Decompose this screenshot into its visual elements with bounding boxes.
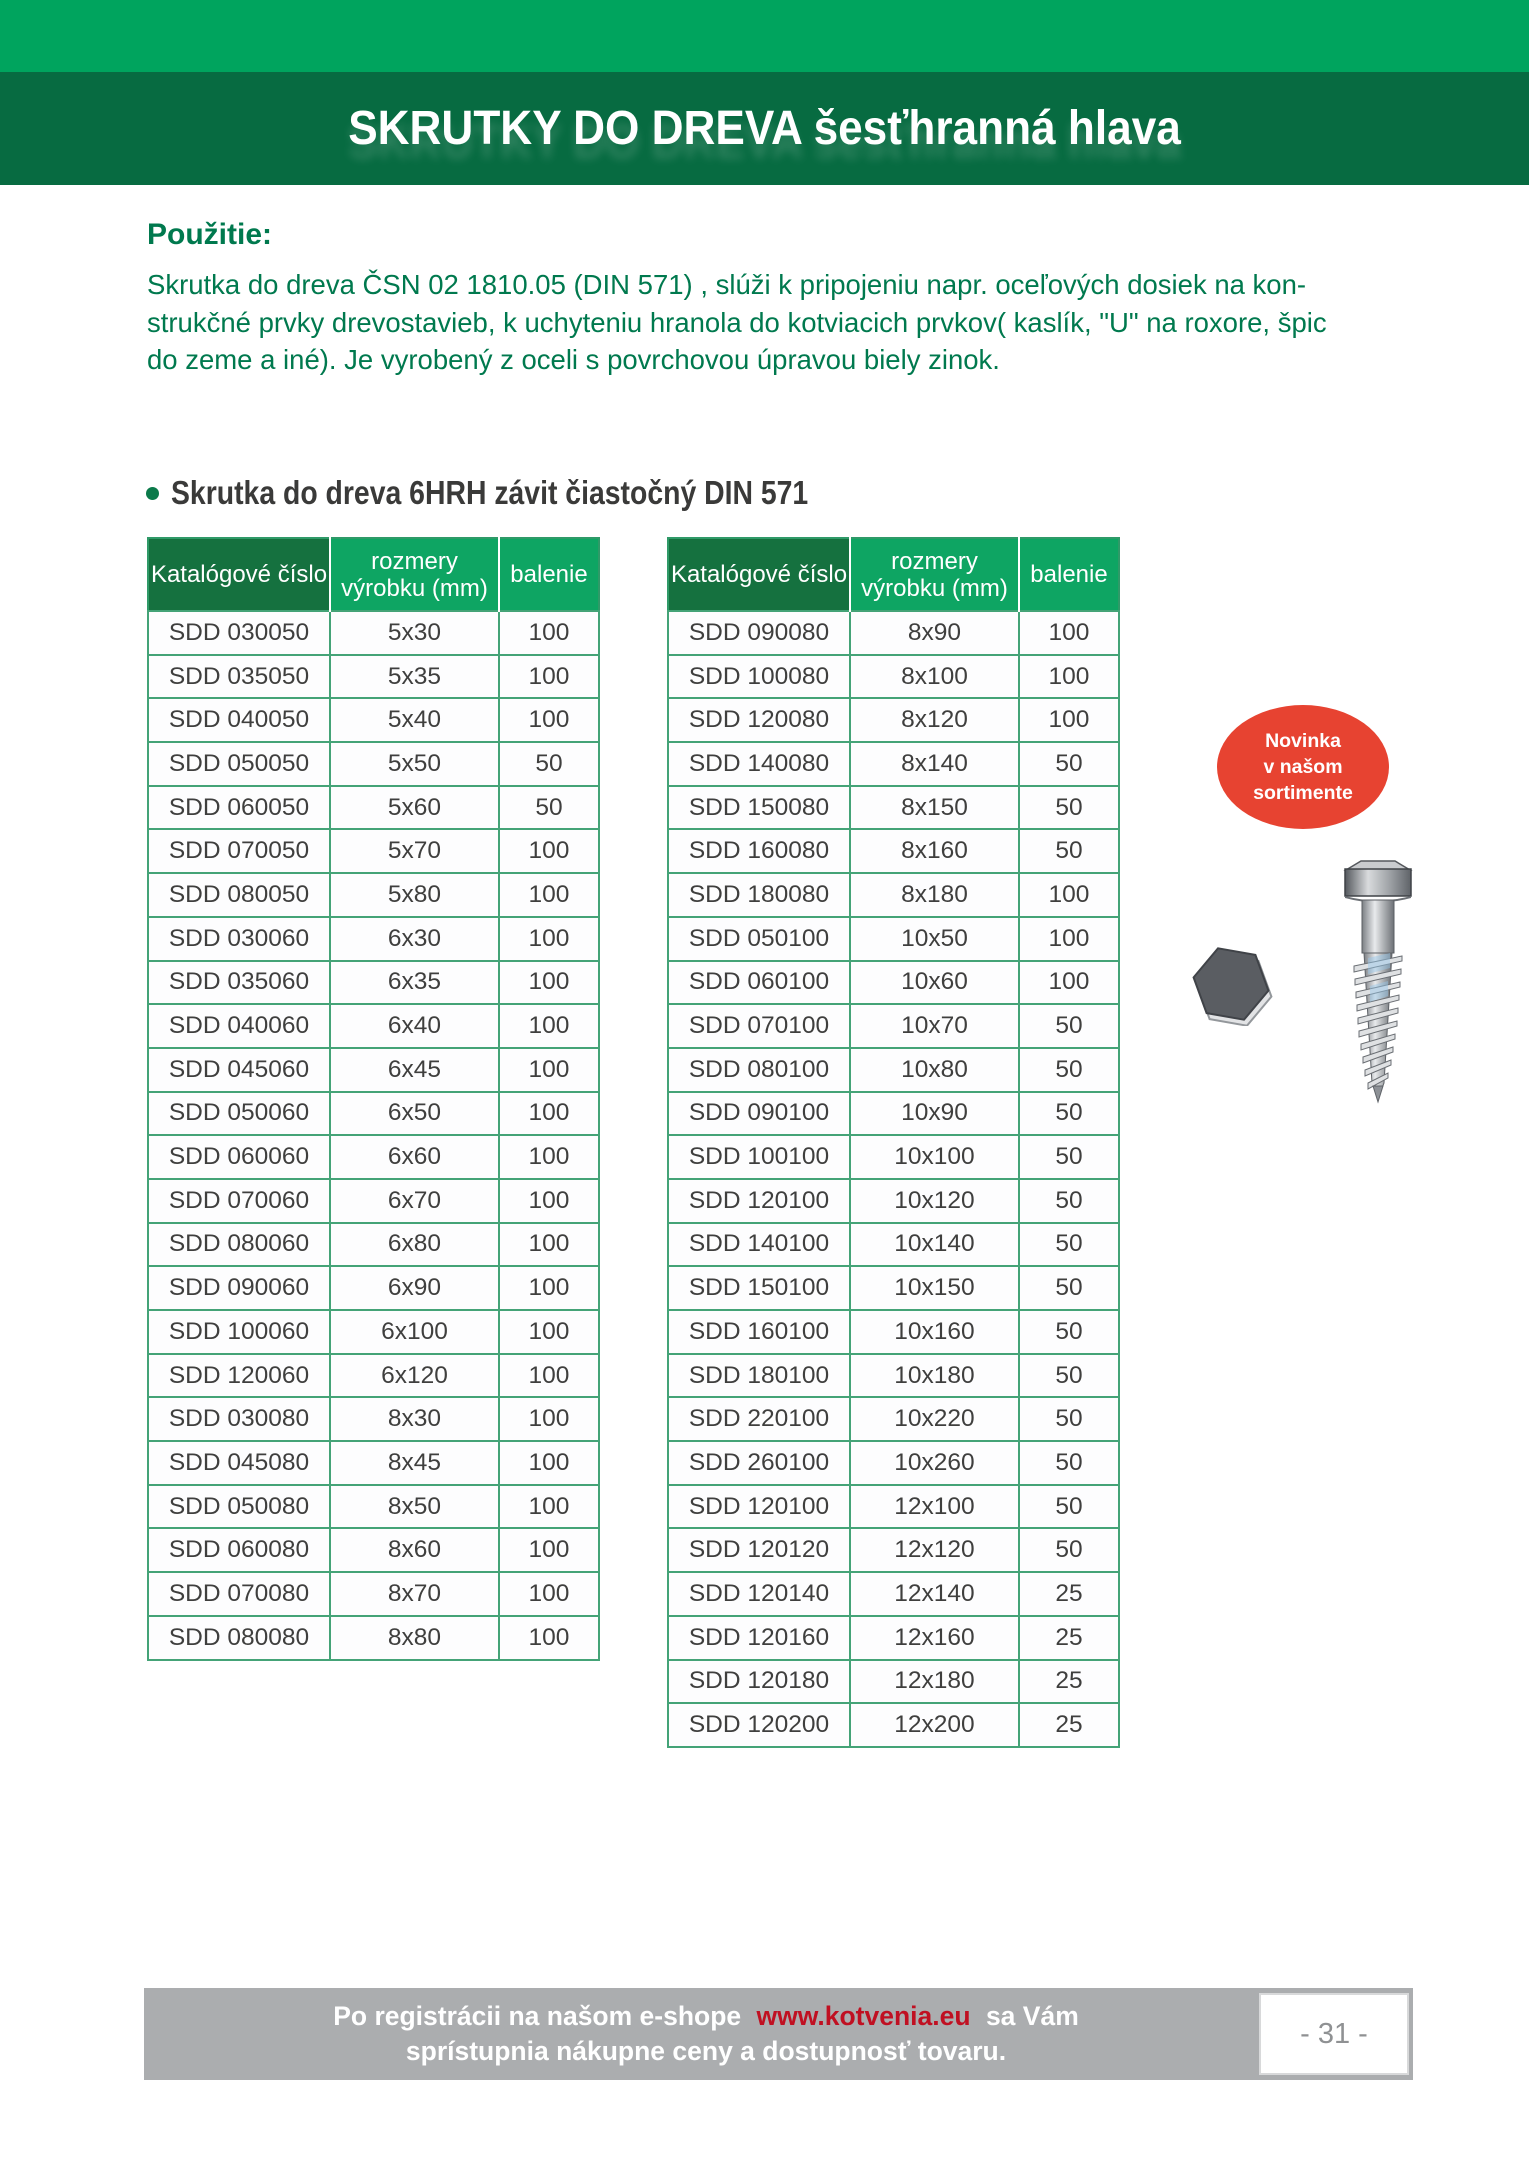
table-cell: SDD 180100 (668, 1354, 850, 1398)
table-cell: SDD 040050 (148, 698, 330, 742)
table-cell: 25 (1019, 1703, 1119, 1747)
table-row (148, 1048, 599, 1092)
table-row (148, 786, 599, 830)
table-cell: SDD 080050 (148, 873, 330, 917)
table-cell: SDD 080060 (148, 1223, 330, 1267)
table-cell: 6x60 (330, 1135, 499, 1179)
table-row (668, 1092, 1119, 1136)
table-cell: 6x45 (330, 1048, 499, 1092)
table-cell: 50 (499, 742, 599, 786)
table-cell: SDD 070100 (668, 1004, 850, 1048)
table-cell: 100 (499, 1572, 599, 1616)
usage-line-2: strukčné prvky drevostavieb, k uchyteniu hranola do kotviacich prvkov( kaslík, "U" na roxore, špic (147, 306, 1327, 338)
table-cell: 8x60 (330, 1528, 499, 1572)
badge-line-2: v našom (1263, 756, 1343, 778)
table-row (668, 1048, 1119, 1092)
table-row (668, 742, 1119, 786)
table-cell: 100 (499, 873, 599, 917)
header-packing: balenie (1019, 538, 1119, 611)
table-row (148, 1616, 599, 1660)
table-cell: SDD 160080 (668, 829, 850, 873)
table-cell: SDD 260100 (668, 1441, 850, 1485)
table-header-row (148, 538, 599, 611)
header-product-size (850, 538, 1019, 611)
table-row (148, 1397, 599, 1441)
table-cell: 5x70 (330, 829, 499, 873)
table-cell: SDD 090080 (668, 611, 850, 655)
table-cell: 100 (499, 698, 599, 742)
product-bullet-label: Skrutka do dreva 6HRH závit čiastočný DIN 571 (171, 474, 809, 511)
table-cell: SDD 070080 (148, 1572, 330, 1616)
table-cell: 8x160 (850, 829, 1019, 873)
table-header-row (668, 538, 1119, 611)
table-cell: SDD 030050 (148, 611, 330, 655)
table-cell: 12x160 (850, 1616, 1019, 1660)
table-row (148, 917, 599, 961)
top-green-bar (0, 0, 1529, 72)
table-cell: 100 (1019, 917, 1119, 961)
table-cell: 5x50 (330, 742, 499, 786)
table-row (668, 1528, 1119, 1572)
table-row (668, 1266, 1119, 1310)
table-cell: SDD 045080 (148, 1441, 330, 1485)
table-cell: 50 (1019, 1485, 1119, 1529)
usage-paragraph (147, 266, 1327, 379)
table-row (668, 1572, 1119, 1616)
table-cell: 10x180 (850, 1354, 1019, 1398)
table-row (148, 1528, 599, 1572)
table-cell: 100 (499, 611, 599, 655)
table-cell: SDD 100060 (148, 1310, 330, 1354)
screw-hex-head-top-view-icon (1186, 946, 1278, 1026)
table-cell: 6x100 (330, 1310, 499, 1354)
table-row (148, 961, 599, 1005)
table-row (148, 873, 599, 917)
table-row (148, 611, 599, 655)
table-row (148, 1092, 599, 1136)
table-cell: SDD 120060 (148, 1354, 330, 1398)
table-cell: SDD 080100 (668, 1048, 850, 1092)
table-row (668, 961, 1119, 1005)
table-cell: 6x120 (330, 1354, 499, 1398)
table-cell: 100 (499, 1004, 599, 1048)
screw-side-view-icon (1328, 858, 1428, 1110)
table-row (668, 1179, 1119, 1223)
product-bullet-heading (146, 474, 912, 512)
header-size-line1: rozmery (891, 547, 978, 575)
table-cell: 8x70 (330, 1572, 499, 1616)
table-cell: SDD 080080 (148, 1616, 330, 1660)
table-cell: SDD 140100 (668, 1223, 850, 1267)
table-row (148, 655, 599, 699)
table-cell: 6x80 (330, 1223, 499, 1267)
table-cell: 8x30 (330, 1397, 499, 1441)
table-cell: 100 (499, 1048, 599, 1092)
table-cell: 100 (499, 1092, 599, 1136)
table-cell: SDD 180080 (668, 873, 850, 917)
table-cell: SDD 070050 (148, 829, 330, 873)
table-cell: 50 (1019, 1004, 1119, 1048)
table-cell: 8x45 (330, 1441, 499, 1485)
table-cell: 10x70 (850, 1004, 1019, 1048)
page-number-box (1259, 1993, 1409, 2075)
table-cell: SDD 100100 (668, 1135, 850, 1179)
table-cell: 8x180 (850, 873, 1019, 917)
table-cell: SDD 045060 (148, 1048, 330, 1092)
table-cell: 50 (1019, 1397, 1119, 1441)
table-cell: SDD 050060 (148, 1092, 330, 1136)
table-cell: 5x40 (330, 698, 499, 742)
table-cell: SDD 120120 (668, 1528, 850, 1572)
table-row (668, 917, 1119, 961)
table-cell: 100 (1019, 961, 1119, 1005)
table-row (668, 829, 1119, 873)
table-cell: 100 (499, 1135, 599, 1179)
footer-line-1 (333, 1999, 1079, 2034)
table-cell: SDD 060100 (668, 961, 850, 1005)
header-product-size (330, 538, 499, 611)
table-row (148, 1135, 599, 1179)
table-row (148, 1179, 599, 1223)
table-row (668, 1703, 1119, 1747)
table-cell: 8x50 (330, 1485, 499, 1529)
table-row (668, 1397, 1119, 1441)
table-cell: SDD 140080 (668, 742, 850, 786)
catalog-table-left-body (148, 611, 599, 1660)
table-cell: SDD 050050 (148, 742, 330, 786)
table-cell: 100 (499, 1528, 599, 1572)
usage-line-1: Skrutka do dreva ČSN 02 1810.05 (DIN 571) , slúži k pripojeniu napr. oceľových dosiek na kon- (147, 269, 1307, 300)
page-number: - 31 - (1300, 2017, 1368, 2050)
table-cell: SDD 120160 (668, 1616, 850, 1660)
table-row (668, 1354, 1119, 1398)
table-cell: SDD 030080 (148, 1397, 330, 1441)
table-cell: 12x100 (850, 1485, 1019, 1529)
page-title: SKRUTKY DO DREVA šesťhranná hlava (348, 102, 1181, 155)
table-cell: 50 (499, 786, 599, 830)
table-cell: SDD 150080 (668, 786, 850, 830)
usage-line-3: do zeme a iné). Je vyrobený z oceli s povrchovou úpravou biely zinok. (147, 344, 1000, 375)
bullet-dot-icon (146, 487, 159, 500)
table-cell: 6x90 (330, 1266, 499, 1310)
table-cell: 10x60 (850, 961, 1019, 1005)
table-cell: 6x40 (330, 1004, 499, 1048)
table-cell: 100 (1019, 611, 1119, 655)
badge-line-3: sortimente (1253, 782, 1353, 804)
catalog-table-left (147, 537, 600, 1661)
table-cell: 8x120 (850, 698, 1019, 742)
header-size-line2: výrobku (mm) (861, 574, 1008, 602)
table-cell: 100 (499, 1354, 599, 1398)
table-cell: SDD 120180 (668, 1660, 850, 1704)
table-cell: SDD 040060 (148, 1004, 330, 1048)
table-cell: 100 (499, 1310, 599, 1354)
table-cell: 6x35 (330, 961, 499, 1005)
table-cell: SDD 060050 (148, 786, 330, 830)
catalog-table-right (667, 537, 1120, 1748)
table-cell: 5x60 (330, 786, 499, 830)
table-cell: 100 (499, 1616, 599, 1660)
table-cell: SDD 120140 (668, 1572, 850, 1616)
table-row (148, 1354, 599, 1398)
table-row (668, 1310, 1119, 1354)
table-cell: 12x120 (850, 1528, 1019, 1572)
table-row (148, 742, 599, 786)
table-cell: 100 (499, 1397, 599, 1441)
table-cell: 6x70 (330, 1179, 499, 1223)
table-cell: SDD 035050 (148, 655, 330, 699)
table-cell: 100 (499, 1485, 599, 1529)
table-cell: 100 (499, 1441, 599, 1485)
footer-line-2: sprístupnia nákupne ceny a dostupnosť tovaru. (405, 2036, 1007, 2066)
table-row (668, 1485, 1119, 1529)
table-cell: 10x90 (850, 1092, 1019, 1136)
table-cell: SDD 120080 (668, 698, 850, 742)
table-cell: 50 (1019, 1266, 1119, 1310)
header-catalog-number: Katalógové číslo (668, 538, 850, 611)
table-row (668, 873, 1119, 917)
table-cell: SDD 120100 (668, 1179, 850, 1223)
table-cell: 6x50 (330, 1092, 499, 1136)
table-cell: 10x50 (850, 917, 1019, 961)
table-cell: SDD 090060 (148, 1266, 330, 1310)
table-cell: 50 (1019, 1179, 1119, 1223)
table-cell: SDD 120100 (668, 1485, 850, 1529)
table-cell: 8x150 (850, 786, 1019, 830)
table-cell: 5x80 (330, 873, 499, 917)
table-row (148, 698, 599, 742)
table-row (668, 698, 1119, 742)
table-cell: 50 (1019, 1048, 1119, 1092)
table-cell: 10x220 (850, 1397, 1019, 1441)
table-cell: 12x180 (850, 1660, 1019, 1704)
header-catalog-number: Katalógové číslo (148, 538, 330, 611)
footer-text (144, 1988, 1268, 2080)
table-row (148, 1310, 599, 1354)
table-cell: 100 (499, 917, 599, 961)
table-cell: 50 (1019, 1092, 1119, 1136)
table-row (668, 1660, 1119, 1704)
catalog-table-right-body (668, 611, 1119, 1747)
table-cell: SDD 060060 (148, 1135, 330, 1179)
table-row (668, 1441, 1119, 1485)
table-row (668, 1135, 1119, 1179)
header-packing: balenie (499, 538, 599, 611)
table-cell: 10x100 (850, 1135, 1019, 1179)
footer-bar (144, 1988, 1413, 2080)
table-row (668, 1616, 1119, 1660)
table-row (668, 1004, 1119, 1048)
table-cell: 100 (1019, 698, 1119, 742)
usage-heading: Použitie: (147, 218, 272, 251)
table-row (668, 786, 1119, 830)
table-cell: 50 (1019, 1354, 1119, 1398)
table-cell: 100 (499, 1179, 599, 1223)
table-cell: 100 (499, 961, 599, 1005)
table-cell: 100 (1019, 655, 1119, 699)
badge-line-1: Novinka (1265, 730, 1341, 752)
table-cell: 100 (499, 1223, 599, 1267)
table-cell: 50 (1019, 1441, 1119, 1485)
table-cell: 10x120 (850, 1179, 1019, 1223)
table-cell: 10x160 (850, 1310, 1019, 1354)
table-cell: 100 (499, 829, 599, 873)
table-cell: SDD 050100 (668, 917, 850, 961)
table-cell: SDD 070060 (148, 1179, 330, 1223)
table-cell: SDD 100080 (668, 655, 850, 699)
table-cell: 8x90 (850, 611, 1019, 655)
table-row (668, 1223, 1119, 1267)
table-cell: 10x260 (850, 1441, 1019, 1485)
table-cell: 8x140 (850, 742, 1019, 786)
footer-website-link[interactable]: www.kotvenia.eu (756, 2001, 971, 2031)
table-cell: 12x140 (850, 1572, 1019, 1616)
table-cell: 50 (1019, 829, 1119, 873)
table-cell: SDD 060080 (148, 1528, 330, 1572)
title-band (0, 72, 1529, 185)
table-cell: 50 (1019, 1528, 1119, 1572)
table-cell: 50 (1019, 786, 1119, 830)
table-cell: 50 (1019, 1310, 1119, 1354)
table-row (668, 655, 1119, 699)
table-cell: SDD 220100 (668, 1397, 850, 1441)
table-cell: 50 (1019, 742, 1119, 786)
table-cell: SDD 120200 (668, 1703, 850, 1747)
header-size-line1: rozmery (371, 547, 458, 575)
table-cell: 8x80 (330, 1616, 499, 1660)
table-cell: 25 (1019, 1616, 1119, 1660)
table-row (148, 1485, 599, 1529)
table-cell: 10x140 (850, 1223, 1019, 1267)
table-cell: 100 (499, 1266, 599, 1310)
table-cell: 10x80 (850, 1048, 1019, 1092)
footer-text-after: sa Vám (985, 2001, 1079, 2031)
novelty-badge (1217, 705, 1389, 829)
table-row (148, 1572, 599, 1616)
table-cell: 12x200 (850, 1703, 1019, 1747)
table-cell: 5x35 (330, 655, 499, 699)
table-cell: 10x150 (850, 1266, 1019, 1310)
table-cell: 100 (499, 655, 599, 699)
table-row (148, 1266, 599, 1310)
table-cell: 50 (1019, 1223, 1119, 1267)
table-row (148, 1223, 599, 1267)
table-cell: SDD 050080 (148, 1485, 330, 1529)
table-cell: 25 (1019, 1660, 1119, 1704)
header-size-line2: výrobku (mm) (341, 574, 488, 602)
table-cell: SDD 035060 (148, 961, 330, 1005)
table-row (148, 829, 599, 873)
footer-text-before: Po registrácii na našom e-shope (333, 2001, 742, 2031)
table-cell: 6x30 (330, 917, 499, 961)
table-cell: SDD 090100 (668, 1092, 850, 1136)
table-row (668, 611, 1119, 655)
table-cell: SDD 160100 (668, 1310, 850, 1354)
table-cell: 100 (1019, 873, 1119, 917)
table-row (148, 1004, 599, 1048)
table-cell: 50 (1019, 1135, 1119, 1179)
table-cell: 8x100 (850, 655, 1019, 699)
table-cell: 5x30 (330, 611, 499, 655)
table-cell: SDD 150100 (668, 1266, 850, 1310)
table-cell: SDD 030060 (148, 917, 330, 961)
table-row (148, 1441, 599, 1485)
table-cell: 25 (1019, 1572, 1119, 1616)
